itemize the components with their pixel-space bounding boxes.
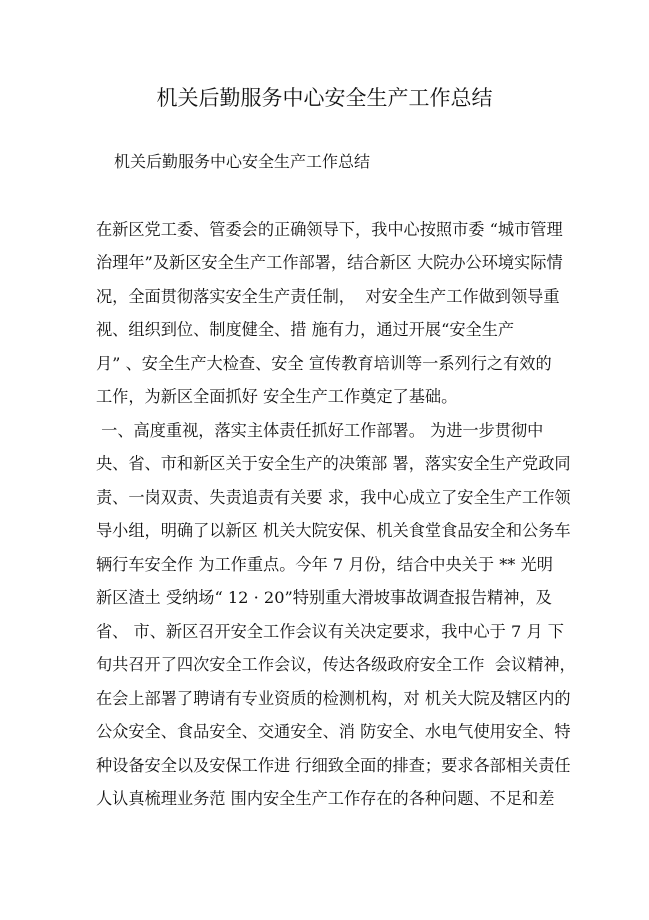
body-line: 新区渣土 受纳场“ 12 · 20”特别重大滑坡事故调查报告精神，及 [96,588,552,607]
body-line: 治理年”及新区安全生产工作部署，结合新区 大院办公环境实际情 [96,253,563,272]
body-line: 视、组织到位、制度健全、措 施有力，通过开展“安全生产 [96,320,515,339]
body-line: 况，全面贯彻落实安全生产责任制， 对安全生产工作做到领导重 [96,287,560,306]
body-line: 人认真梳理业务范 围内安全生产工作存在的各种问题、不足和差 [96,789,555,808]
document-title: 机关后勤服务中心安全生产工作总结 [156,86,493,110]
document-subtitle: 机关后勤服务中心安全生产工作总结 [114,152,371,171]
body-line: 辆行车安全作 为工作重点。今年 7 月份，结合中央关于 ** 光明 [96,555,553,574]
body-line: 旬共召开了四次安全工作会议，传达各级政府安全工作 会议精神， [96,655,576,674]
section-heading-line: 一、高度重视，落实主体责任抓好工作部署。 为进一步贯彻中 [96,421,544,440]
body-line: 月” 、安全生产大检查、安全 宣传教育培训等一系列行之有效的 [96,354,552,373]
body-line: 责、一岗双责、失责追责有关要 求，我中心成立了安全生产工作领 [96,488,571,507]
body-line: 在会上部署了聘请有专业资质的检测机构，对 机关大院及辖区内的 [96,689,571,708]
body-line: 种设备安全以及安保工作进 行细致全面的排查；要求各部相关责任 [96,756,571,775]
body-line: 省、 市、新区召开安全工作会议有关决定要求，我中心于 7 月 下 [96,622,564,641]
body-line: 在新区党工委、管委会的正确领导下，我中心按照市委 “城市管理 [96,220,563,239]
body-line: 导小组，明确了以新区 机关大院安保、机关食堂食品安全和公务车 [96,521,571,540]
body-line: 工作，为新区全面抓好 安全生产工作奠定了基础。 [96,387,458,406]
body-line: 央、省、市和新区关于安全生产的决策部 署，落实安全生产党政同 [96,454,571,473]
body-line: 公众安全、食品安全、交通安全、消 防安全、水电气使用安全、特 [96,722,571,741]
